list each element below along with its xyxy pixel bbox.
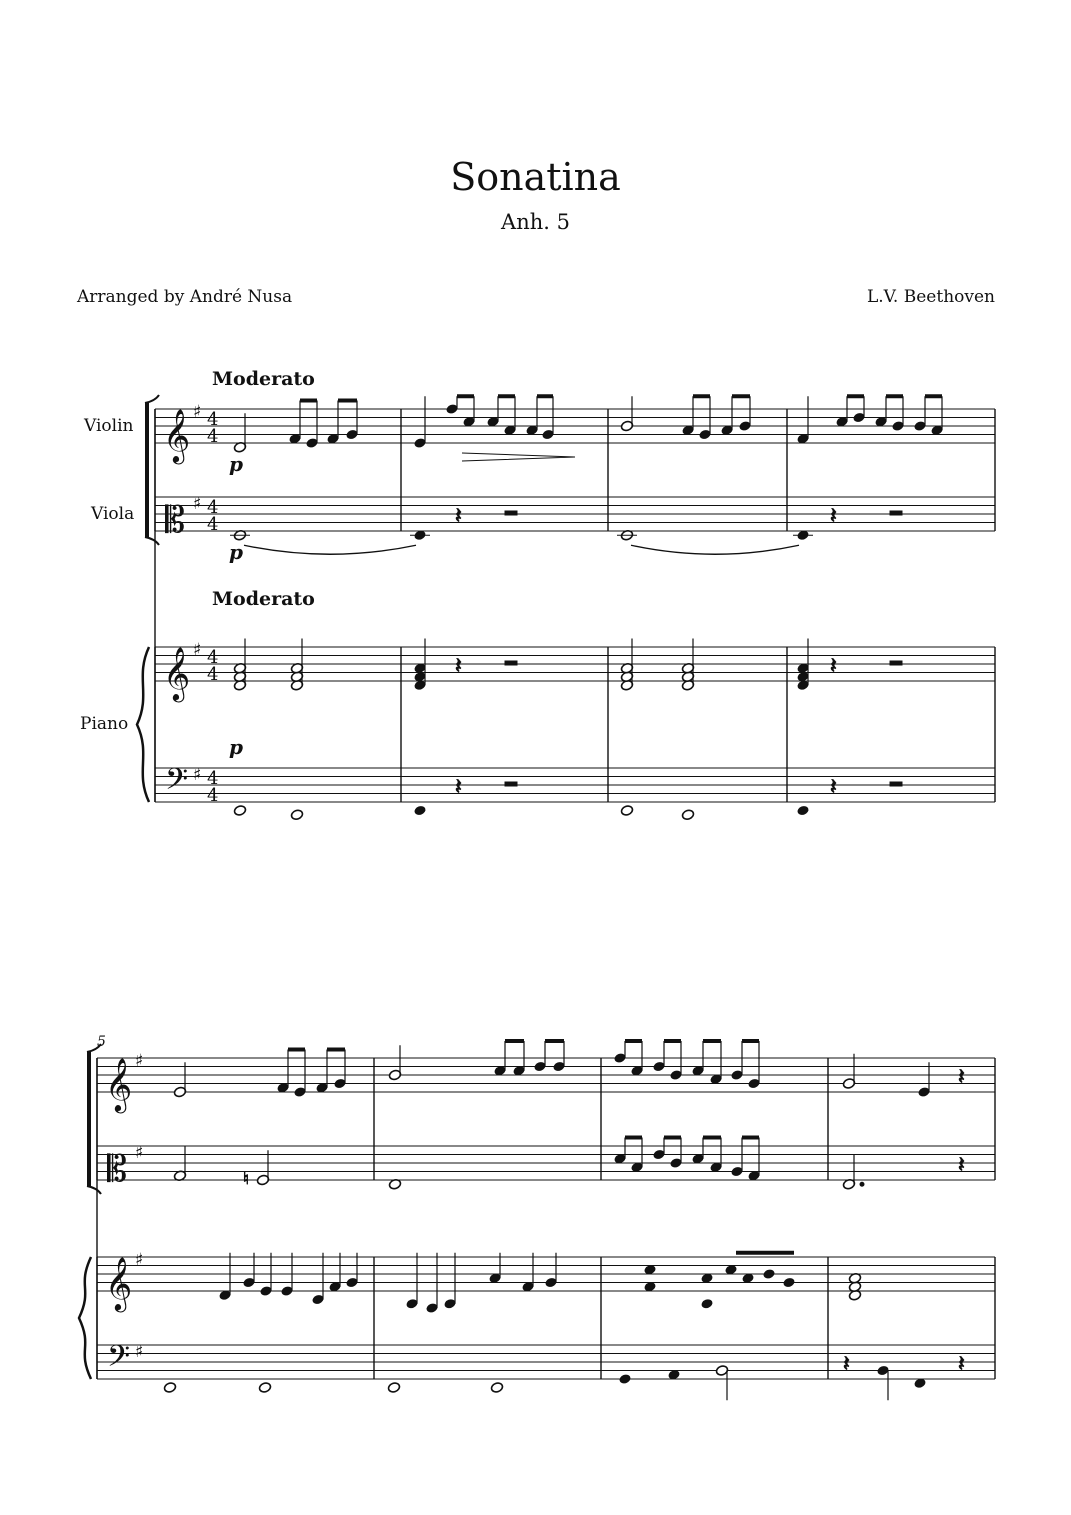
bass-note [290,809,303,821]
piano-brace [79,1257,91,1379]
bass-half-note [387,1382,400,1394]
key-signature-sharp: ♯ [135,1143,144,1163]
time-signature-denominator: 4 [207,426,219,447]
time-signature-numerator: 4 [207,647,219,668]
quarter-rest: 𝄽 [958,1153,965,1178]
tempo-marking-ensemble: Moderato [212,368,315,390]
measure-number: 5 [97,1034,106,1050]
time-signature-numerator: 4 [207,409,219,430]
treble-clef-piano: 𝄞 [105,1256,133,1310]
piano-label: Piano [80,714,129,734]
bass-note [796,805,809,817]
quarter-rest: 𝄽 [843,1352,850,1377]
treble-clef-piano: 𝄞 [163,646,191,700]
half-rest [505,511,517,515]
bass-note [413,805,426,817]
viola-label: Viola [91,504,135,524]
quarter-rest: 𝄽 [830,504,837,529]
key-signature-sharp: ♯ [193,402,202,422]
system-brackets [79,395,159,1379]
tie [631,545,799,554]
alto-clef-viola: 𝄡 [165,500,186,541]
bass-note [681,809,694,821]
key-signature-sharp: ♯ [135,1342,144,1362]
notes [163,396,964,1400]
quarter-rest: 𝄽 [455,775,462,800]
half-rest [890,782,902,786]
natural-sign: ♮ [243,1169,249,1188]
note-eighth [762,1268,775,1280]
alto-clef-viola: 𝄡 [107,1149,128,1190]
piano-brace [137,647,149,802]
note-eighth [782,1277,795,1289]
bass-half-note [163,1382,176,1394]
bracket-hook-bottom [87,1186,101,1194]
augmentation-dot [860,1182,864,1186]
quarter-rest: 𝄽 [958,1065,965,1090]
decrescendo-hairpin [462,453,575,461]
bass-clef-piano: 𝄢 [107,1340,131,1381]
half-rest [505,782,517,786]
key-signature-sharp: ♯ [193,494,202,514]
time-signature-denominator: 4 [207,514,219,535]
quarter-rest: 𝄽 [830,654,837,679]
treble-clef-violin: 𝄞 [105,1057,133,1111]
piece-subtitle: Anh. 5 [501,210,570,234]
note-eighth [700,1298,713,1310]
time-signature-numerator: 4 [207,768,219,789]
tempo-marking-piano: Moderato [212,588,315,610]
quarter-rest: 𝄽 [455,654,462,679]
bass-half-note [258,1382,271,1394]
key-signature-sharp: ♯ [193,640,202,660]
arranger-credit: Arranged by André Nusa [77,287,293,307]
treble-clef-violin: 𝄞 [163,408,191,462]
bracket-hook-bottom [145,537,159,545]
half-rest [890,661,902,665]
key-signature-sharp: ♯ [135,1250,144,1270]
bass-half-note [490,1382,503,1394]
half-rest [890,511,902,515]
quarter-rest: 𝄽 [455,504,462,529]
half-rest [505,661,517,665]
bracket-hook-top [87,1044,101,1052]
dynamic-piano: p [229,735,243,759]
quarter-rest: 𝄽 [830,775,837,800]
violin-label: Violin [84,416,134,436]
bracket-hook-top [145,395,159,403]
bass-quarter [618,1373,631,1385]
dynamic-viola: p [229,540,243,564]
key-signature-sharp: ♯ [193,765,202,785]
composer-credit: L.V. Beethoven [866,287,995,307]
time-signature-denominator: 4 [207,785,219,806]
dynamic-violin: p [229,452,243,476]
time-signature-numerator: 4 [207,497,219,518]
bass-clef-piano: 𝄢 [165,763,189,804]
piece-title: Sonatina [450,155,621,199]
tie [244,545,416,554]
time-signature-denominator: 4 [207,664,219,685]
bass-note [233,805,246,817]
key-signature-sharp: ♯ [135,1051,144,1071]
bass-note [620,805,633,817]
dynamics [229,452,575,759]
quarter-rest: 𝄽 [958,1352,965,1377]
clefs [105,402,218,1381]
